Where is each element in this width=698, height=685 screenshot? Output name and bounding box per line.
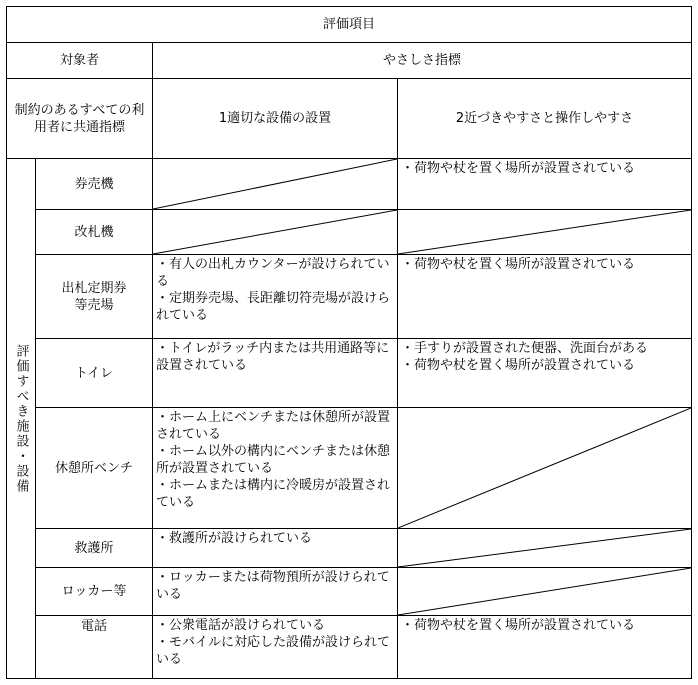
criteria-cell [153, 529, 398, 568]
table-row [7, 255, 692, 339]
criteria-item: ・定期券売場、長距離切符売場が設けられている [156, 291, 391, 323]
table-row [7, 408, 692, 529]
diagonal-slash [398, 210, 691, 254]
criteria-item: ・ロッカーまたは荷物預所が設けられている [156, 570, 390, 602]
criteria-cell [153, 568, 398, 616]
not-applicable-cell [398, 529, 692, 568]
table-row [7, 339, 692, 408]
criteria-item: ・荷物や杖を置く場所が設置されている [401, 618, 636, 633]
criteria-cell [398, 339, 692, 408]
diagonal-slash [398, 568, 691, 615]
criteria-item: ・ホーム上にベンチまたは休憩所が設置されている [156, 410, 391, 442]
facility-name [36, 255, 153, 339]
facility-name: トイレ [36, 339, 153, 408]
criteria-item: ・公衆電話が設けられている [156, 618, 326, 633]
facility-name: 改札機 [36, 210, 153, 255]
criteria-item: ・荷物や杖を置く場所が設置されている [401, 358, 636, 373]
evaluation-table [6, 6, 692, 679]
criteria-cell [153, 616, 398, 679]
column-header-1: 1適切な設備の設置 [153, 79, 398, 159]
table-row [7, 616, 692, 679]
side-label: 評価すべき施設・設備 [7, 159, 36, 679]
facility-name: 休憩所ベンチ [36, 408, 153, 529]
not-applicable-cell [153, 159, 398, 210]
common-index-label: 制約のあるすべての利用者に共通指標 [14, 102, 145, 135]
not-applicable-cell [398, 408, 692, 529]
table-title: 評価項目 [7, 7, 692, 43]
common-index-header [7, 79, 153, 159]
facility-name: 券売機 [36, 159, 153, 210]
facility-name: ロッカー等 [36, 568, 153, 616]
criteria-item: ・手すりが設置された便器、洗面台がある [401, 341, 649, 356]
criteria-item: ・モバイルに対応した設備が設けられている [156, 635, 391, 667]
criteria-item: ・トイレがラッチ内または共用通路等に設置されている [156, 341, 390, 373]
criteria-item: ・ホームまたは構内に冷暖房が設置されている [156, 478, 391, 510]
criteria-cell [398, 255, 692, 339]
table-row [7, 210, 692, 255]
criteria-item: ・荷物や杖を置く場所が設置されている [401, 257, 636, 272]
criteria-item: ・有人の出札カウンターが設けられている [156, 257, 390, 289]
criteria-cell [153, 255, 398, 339]
criteria-item: ・荷物や杖を置く場所が設置されている [401, 161, 636, 176]
diagonal-slash [153, 210, 397, 254]
criteria-item: ・ホーム以外の構内にベンチまたは休憩所が設置されている [156, 444, 391, 476]
diagonal-slash [398, 408, 691, 528]
facility-name: 電話 [36, 616, 153, 679]
table-row [7, 568, 692, 616]
column-header-2: 2近づきやすさと操作しやすさ [398, 79, 692, 159]
criteria-cell [153, 408, 398, 529]
not-applicable-cell [398, 568, 692, 616]
criteria-cell [398, 616, 692, 679]
diagonal-slash [398, 529, 691, 567]
index-header: やさしさ指標 [153, 43, 692, 79]
diagonal-slash [153, 159, 397, 209]
facility-label: 出札定期券等売場 [61, 280, 127, 313]
table-row [7, 529, 692, 568]
table-row [7, 159, 692, 210]
criteria-item: ・救護所が設けられている [156, 531, 313, 546]
not-applicable-cell [153, 210, 398, 255]
criteria-cell [153, 339, 398, 408]
facility-name: 救護所 [36, 529, 153, 568]
criteria-cell [398, 159, 692, 210]
target-header: 対象者 [7, 43, 153, 79]
not-applicable-cell [398, 210, 692, 255]
